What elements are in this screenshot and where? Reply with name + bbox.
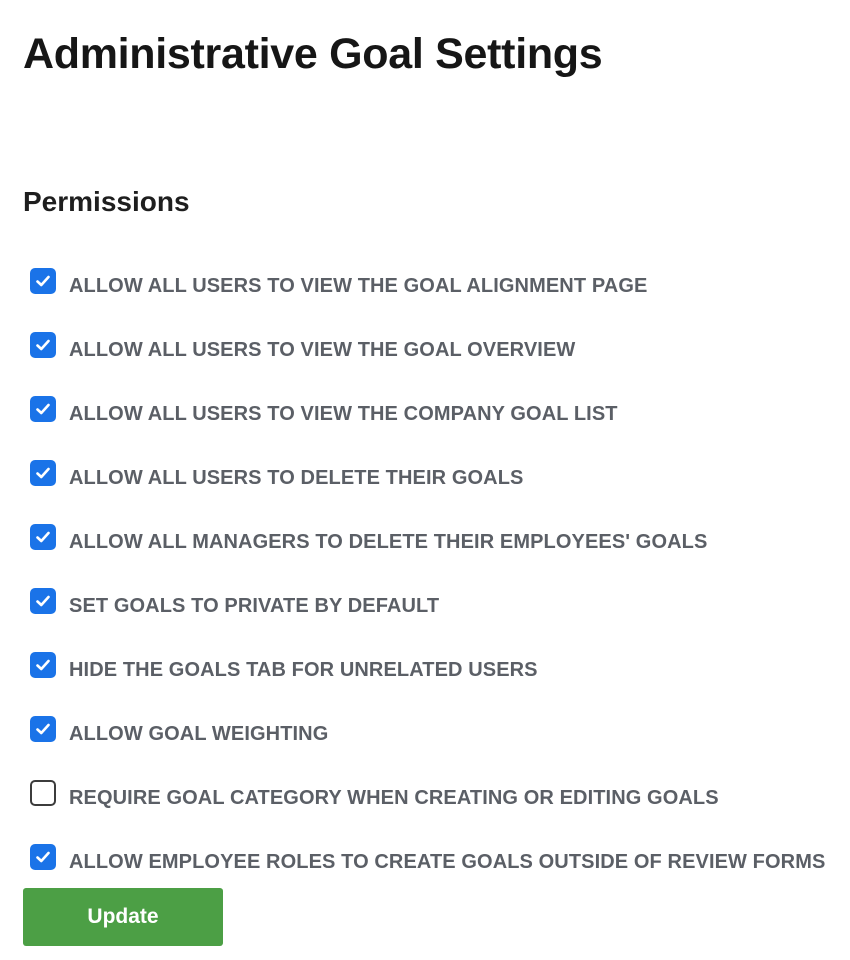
checkmark-icon bbox=[34, 656, 52, 674]
permission-label: ALLOW GOAL WEIGHTING bbox=[69, 723, 329, 745]
permission-item[interactable] bbox=[30, 702, 825, 766]
permission-item[interactable] bbox=[30, 254, 825, 318]
checkmark-icon bbox=[34, 848, 52, 866]
permission-label-wrapper[interactable] bbox=[30, 338, 575, 362]
permissions-section-title: Permissions bbox=[23, 186, 190, 217]
permission-checkbox[interactable] bbox=[30, 268, 56, 294]
update-button[interactable]: Update bbox=[23, 888, 223, 946]
permission-label: REQUIRE GOAL CATEGORY WHEN CREATING OR EDITING GOALS bbox=[69, 787, 719, 809]
permission-label-wrapper[interactable] bbox=[30, 402, 618, 426]
permission-label: ALLOW ALL USERS TO VIEW THE GOAL OVERVIEW bbox=[69, 339, 576, 361]
permission-checkbox[interactable] bbox=[30, 332, 56, 358]
permission-label-wrapper[interactable] bbox=[30, 658, 538, 682]
permission-checkbox[interactable] bbox=[30, 396, 56, 422]
permission-checkbox[interactable] bbox=[30, 780, 56, 806]
permission-label: HIDE THE GOALS TAB FOR UNRELATED USERS bbox=[69, 659, 538, 681]
permissions-list bbox=[30, 254, 825, 894]
checkmark-icon bbox=[34, 528, 52, 546]
page-title: Administrative Goal Settings bbox=[23, 30, 603, 78]
permission-item[interactable] bbox=[30, 510, 825, 574]
checkmark-icon bbox=[34, 336, 52, 354]
checkmark-icon bbox=[34, 592, 52, 610]
permission-label: ALLOW EMPLOYEE ROLES TO CREATE GOALS OUTSIDE OF REVIEW FORMS bbox=[69, 851, 826, 873]
permission-checkbox[interactable] bbox=[30, 716, 56, 742]
permission-checkbox[interactable] bbox=[30, 652, 56, 678]
permission-item[interactable] bbox=[30, 318, 825, 382]
permission-label-wrapper[interactable] bbox=[30, 530, 707, 554]
permission-label-wrapper[interactable] bbox=[30, 594, 439, 618]
permission-label: ALLOW ALL USERS TO VIEW THE COMPANY GOAL LIST bbox=[69, 403, 618, 425]
checkmark-icon bbox=[34, 400, 52, 418]
permission-label-wrapper[interactable] bbox=[30, 850, 825, 874]
permission-item[interactable] bbox=[30, 574, 825, 638]
permission-checkbox[interactable] bbox=[30, 844, 56, 870]
permission-item[interactable] bbox=[30, 830, 825, 894]
permission-checkbox[interactable] bbox=[30, 588, 56, 614]
checkmark-icon bbox=[34, 720, 52, 738]
permission-label-wrapper[interactable] bbox=[30, 274, 647, 298]
permission-item[interactable] bbox=[30, 446, 825, 510]
permission-item[interactable] bbox=[30, 638, 825, 702]
permission-label: SET GOALS TO PRIVATE BY DEFAULT bbox=[69, 595, 440, 617]
permission-label: ALLOW ALL USERS TO DELETE THEIR GOALS bbox=[69, 467, 524, 489]
permission-label-wrapper[interactable] bbox=[30, 786, 719, 810]
permission-label: ALLOW ALL MANAGERS TO DELETE THEIR EMPLOYEES' GOALS bbox=[69, 531, 708, 553]
permission-checkbox[interactable] bbox=[30, 460, 56, 486]
permission-label-wrapper[interactable] bbox=[30, 722, 328, 746]
permission-label-wrapper[interactable] bbox=[30, 466, 523, 490]
checkmark-icon bbox=[34, 272, 52, 290]
permission-checkbox[interactable] bbox=[30, 524, 56, 550]
permission-item[interactable] bbox=[30, 766, 825, 830]
permission-label: ALLOW ALL USERS TO VIEW THE GOAL ALIGNMENT PAGE bbox=[69, 275, 648, 297]
checkmark-icon bbox=[34, 464, 52, 482]
permission-item[interactable] bbox=[30, 382, 825, 446]
